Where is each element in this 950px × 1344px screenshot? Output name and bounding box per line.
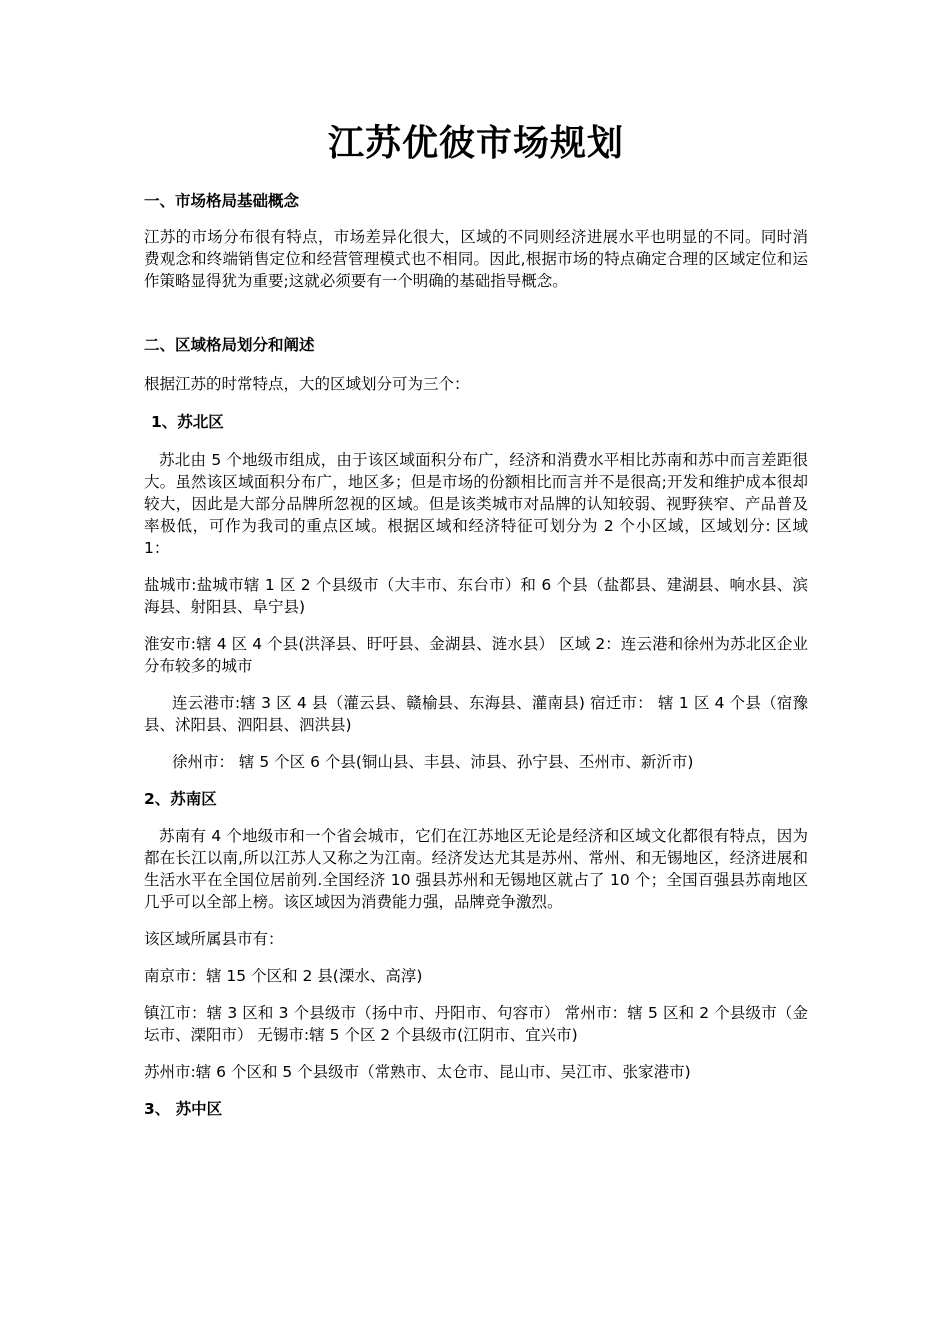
nanjing-city: 南京市：辖 15 个区和 2 县(溧水、高淳) (144, 967, 423, 985)
section-2-intro: 根据江苏的时常特点，大的区域划分可为三个： (144, 375, 470, 393)
document-title: 江苏优彼市场规划 (327, 123, 624, 164)
central-region-heading: 3、 苏中区 (144, 1100, 223, 1118)
suzhou-city: 苏州市:辖 6 个区和 5 个县级市（常熟市、太仓市、昆山市、吴江市、张家港市) (144, 1063, 691, 1081)
south-region-heading: 2、苏南区 (144, 790, 217, 808)
yancheng-city: 盐城市:盐城市辖 1 区 2 个县级市（大丰市、东台市）和 6 个县（盐都县、建湖县、响水县、滨海县、射阳县、阜宁县) (144, 576, 808, 616)
huaian-city: 淮安市:辖 4 区 4 个县(洪泽县、盱吁县、金湖县、涟水县） 区域 2：连云港和徐州为苏北区企业分布较多的城市 (144, 635, 808, 675)
section-1-heading: 一、市场格局基础概念 (144, 192, 300, 210)
xuzhou-city: 徐州市： 辖 5 个区 6 个县(铜山县、丰县、沛县、孙宁县、丕州市、新沂市) (172, 753, 694, 771)
zhenjiang-changzhou-wuxi: 镇江市：辖 3 区和 3 个县级市（扬中市、丹阳市、句容市） 常州市：辖 5 区和 2 个县级市（金坛市、溧阳市） 无锡市:辖 5 个区 2 个县级市(江阴市、宜兴市) (144, 1004, 808, 1044)
south-cities-intro: 该区域所属县市有： (144, 930, 284, 948)
section-1-paragraph: 江苏的市场分布很有特点，市场差异化很大，区域的不同则经济进展水平也明显的不同。同时消费观念和终端销售定位和经营管理模式也不相同。因此,根据市场的特点确定合理的区域定位和运作策略显得犹为重要;这就必须要有一个明确的基础指导概念。 (144, 228, 808, 290)
section-2-heading: 二、区域格局划分和阐述 (144, 336, 315, 354)
document-body (144, 120, 808, 1120)
north-region-heading: 1、苏北区 (151, 413, 224, 431)
north-region-paragraph: 苏北由 5 个地级市组成，由于该区域面积分布广，经济和消费水平相比苏南和苏中而言差距很大。虽然该区域面积分布广，地区多；但是市场的份额相比而言并不是很高;开发和维护成本很却较大，因此是大部分品牌所忽视的区域。但是该类城市对品牌的认知较弱、视野狭窄、产品普及率极低，可作为我司的重点区域。根据区域和经济特征可划分为 2 个小区域，区域划分: 区域 1： (144, 451, 808, 557)
south-region-paragraph: 苏南有 4 个地级市和一个省会城市，它们在江苏地区无论是经济和区域文化都很有特点，因为都在长江以南,所以江苏人又称之为江南。经济发达尤其是苏州、常州、和无锡地区，经济进展和生活水平在全国位居前列.全国经济 10 强县苏州和无锡地区就占了 10 个；全国百强县苏南地区几乎可以全部上榜。该区域因为消费能力强，品牌竞争激烈。 (144, 827, 808, 911)
lianyungang-city: 连云港市:辖 3 区 4 县（灌云县、赣榆县、东海县、灌南县) 宿迁市： 辖 1 区 4 个县（宿豫县、沭阳县、泗阳县、泗洪县) (144, 694, 808, 734)
